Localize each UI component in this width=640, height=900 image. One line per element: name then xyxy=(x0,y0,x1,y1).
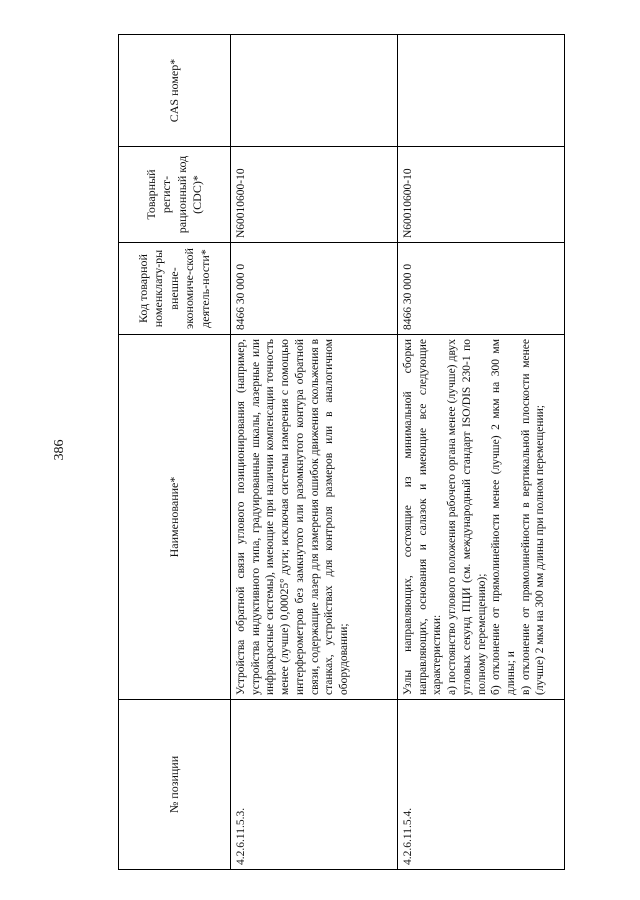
row-cdc: N60010600-10 xyxy=(398,147,565,243)
row-tn-ved: 8466 30 000 0 xyxy=(398,243,565,335)
row-name-text: Узлы направляющих, состоящие из минимальной сборки направляющих, основания и салазок и имеющие все следующие характеристики: xyxy=(402,339,444,695)
goods-table xyxy=(118,34,565,870)
row-name-item-a: а) постоянство углового положения рабочего органа менее (лучше) двух угловых секунд ПЦИ (см. международный стандарт ISO/DIS 230-1 по полному перемещению); xyxy=(446,339,488,695)
row-cdc: N60010600-10 xyxy=(231,147,398,243)
row-position: 4.2.6.11.5.4. xyxy=(398,700,565,870)
table-row xyxy=(398,35,565,870)
header-tn-ved: Код товарной номенклату-ры внешне-экономиче-ской деятель-ности* xyxy=(119,243,231,335)
header-row xyxy=(119,35,231,870)
table-row xyxy=(231,35,398,870)
row-cas xyxy=(398,35,565,147)
header-position: № позиции xyxy=(119,700,231,870)
header-cdc: Товарный регист-рационный код (CDC)* xyxy=(119,147,231,243)
header-name: Наименование* xyxy=(119,335,231,700)
row-tn-ved: 8466 30 000 0 xyxy=(231,243,398,335)
row-name xyxy=(231,335,398,700)
row-position: 4.2.6.11.5.3. xyxy=(231,700,398,870)
row-cas xyxy=(231,35,398,147)
header-cas: CAS номер* xyxy=(119,35,231,147)
row-name-item-c: в) отклонение от прямолинейности в вертикальной плоскости менее (лучше) 2 мкм на 300 мм длины при полном перемещении; xyxy=(519,339,547,695)
rotated-page xyxy=(40,20,600,880)
row-name xyxy=(398,335,565,700)
row-name-item-b: б) отклонение от прямолинейности менее (лучше) 2 мкм на 300 мм длины; и xyxy=(490,339,518,695)
page-number: 386 xyxy=(52,439,67,461)
row-name-text: Устройства обратной связи углового позиционирования (например, устройства индуктивного типа, градуированные шкалы, лазерные или инфракрасные системы), имеющие при наличии компенсации точность менее (лучше) 0,00025° дуги; исключая системы измерения с помощью интерферометров без замкнутого или разомкнутого контура обратной связи, содержащие лазер для измерения ошибок движения скольжения в станках, устройствах для контроля размеров или в аналогичном оборудовании; xyxy=(235,339,351,695)
